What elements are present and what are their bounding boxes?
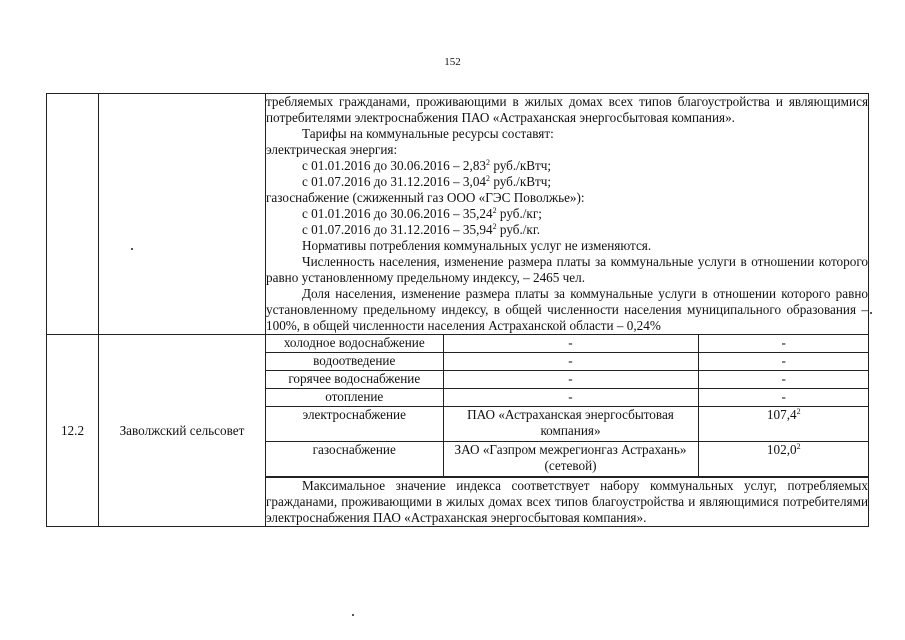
- provider-name: ПАО «Астраханская энергосбытовая компания»: [443, 407, 698, 442]
- provider-name: ЗАО «Газпром межрегионгаз Астрахань» (сетевой): [443, 442, 698, 477]
- service-name: газоснабжение: [266, 442, 443, 477]
- provider-name: -: [443, 371, 698, 389]
- number-cell-empty: [47, 94, 99, 335]
- municipality-name: Заволжский сельсовет: [99, 335, 266, 527]
- index-value: -: [698, 389, 869, 407]
- row-number: 12.2: [47, 335, 99, 527]
- services-table: [266, 335, 869, 477]
- index-value: -: [698, 371, 869, 389]
- services-cell: [266, 335, 869, 478]
- population-paragraph: Численность населения, изменение размера платы за коммунальные услуги в отношении которого равно установленному предельному индексу, – 2465 чел.: [266, 254, 869, 285]
- scan-speck: [131, 248, 133, 250]
- provider-name: -: [443, 389, 698, 407]
- share-paragraph: Доля населения, изменение размера платы за коммунальные услуги в отношении которого равно установленному предельному индексу, в общей численности населения муниципального образования – 100%, в общей численности населения Астраханской области – 0,24%: [266, 286, 869, 333]
- gas-tariff-2: с 01.07.2016 до 31.12.2016 – 35,94$^2$ руб./кг.: [302, 222, 541, 237]
- scan-speck: [352, 614, 354, 616]
- service-name: отопление: [266, 389, 443, 407]
- provider-name: -: [443, 335, 698, 353]
- table-row: [266, 353, 869, 371]
- service-name: холодное водоснабжение: [266, 335, 443, 353]
- index-value: -: [698, 335, 869, 353]
- gas-supply-label: газоснабжение (сжиженный газ ООО «ГЭС Поволжье»):: [266, 190, 585, 205]
- table-row: [266, 442, 869, 477]
- row-12-2: [47, 335, 869, 478]
- max-index-paragraph: Максимальное значение индекса соответствует набору коммунальных услуг, потребляемых гражданами, проживающими в жилых домах всех типов благоустройства и являющимися потребителями электроснабжения ПАО «Астраханская энергосбытовая компания».: [266, 478, 869, 525]
- tariffs-intro: Тарифы на коммунальные ресурсы составят:: [302, 126, 554, 141]
- continuation-row: [47, 94, 869, 335]
- service-name: водоотведение: [266, 353, 443, 371]
- scan-speck: [870, 312, 872, 314]
- tariff-table: [46, 93, 869, 527]
- gas-tariff-1: с 01.01.2016 до 30.06.2016 – 35,24$^2$ руб./кг;: [302, 206, 542, 221]
- name-cell-empty: [99, 94, 266, 335]
- index-value: -: [698, 353, 869, 371]
- table-row: [266, 335, 869, 353]
- service-name: горячее водоснабжение: [266, 371, 443, 389]
- provider-name: -: [443, 353, 698, 371]
- table-row: [266, 407, 869, 442]
- electric-energy-label: электрическая энергия:: [266, 142, 398, 157]
- norms-paragraph: Нормативы потребления коммунальных услуг не изменяются.: [302, 238, 652, 253]
- max-index-cell: [266, 478, 869, 527]
- table-row: [266, 389, 869, 407]
- continuation-text-cell: [266, 94, 869, 335]
- continuation-paragraph: требляемых гражданами, проживающими в жилых домах всех типов благоустройства и являющимися потребителями электроснабжения ПАО «Астраханская энергосбытовая компания».: [266, 94, 869, 125]
- table-row: [266, 371, 869, 389]
- service-name: электроснабжение: [266, 407, 443, 442]
- page-number: 152: [444, 56, 461, 68]
- index-value: 102,0$^2$: [698, 442, 869, 477]
- index-value: 107,4$^2$: [698, 407, 869, 442]
- electric-tariff-2: с 01.07.2016 до 31.12.2016 – 3,04$^2$ руб./кВтч;: [302, 174, 552, 189]
- electric-tariff-1: с 01.01.2016 до 30.06.2016 – 2,83$^2$ руб./кВтч;: [302, 158, 552, 173]
